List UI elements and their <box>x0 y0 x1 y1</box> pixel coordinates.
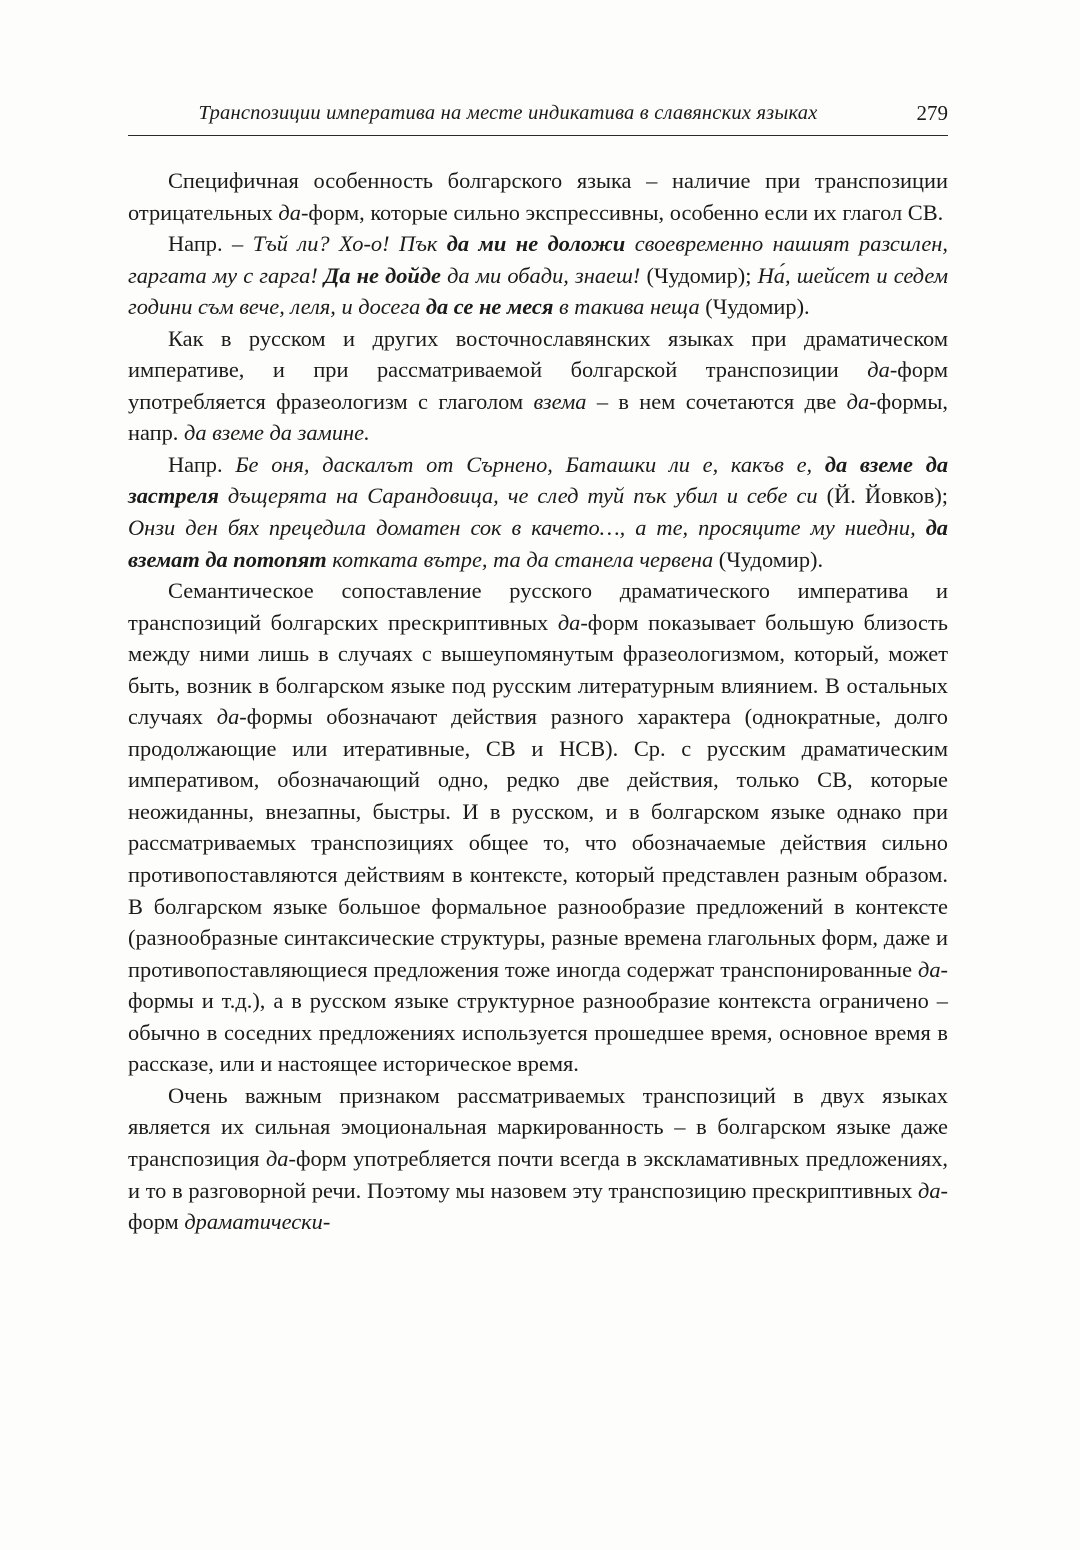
text-run: Да не дойде <box>323 262 441 288</box>
text-run: да <box>918 1177 941 1203</box>
text-run: -формы обозначают действия разного характера (однократные, долго продолжающие или итеративные, СВ и НСВ). Ср. с русским драматическим императивом, обозначающий одно, редко две действия, только СВ, которые неожиданны, внезапны, быстры. И в русском, и в болгарском языке однако при рассматриваемых транспозициях общее то, что обозначаемые действия сильно противопоставляются действиям в контексте, который представлен разным образом. В болгарском языке большое формальное разнообразие предложений в контексте (разнообразные синтаксические структуры, разные времена глагольных форм, даже и противопоставляющиеся предложения тоже иногда содержат транспонированные <box>128 704 948 982</box>
text-run: -форм употребляется фразеологизм с глаголом <box>128 357 948 414</box>
text-run: своевременно нашият разсилен, гаргата му с гарга! <box>128 231 948 288</box>
text-run: да <box>216 704 240 730</box>
text-run: да <box>557 609 581 635</box>
text-run: -формы и т.д.), а в русском языке структурное разнообразие контекста ограничено – обычно в соседних предложениях используется прошедшее время, основное время в рассказе, или и настоящее историческое время. <box>128 956 948 1077</box>
paragraph <box>128 449 948 575</box>
text-run: -форм показывает большую близость между ними лишь в случаях с вышеупомянутым фразеологизмом, который, может быть, возник в болгарском языке под русским литературным влиянием. В остальных случаях <box>128 609 948 730</box>
page-number: 279 <box>916 101 948 125</box>
text-run: да ми обади, знаеш! <box>440 262 641 288</box>
text-run: – в нем сочетаются две <box>586 388 847 414</box>
text-run: да <box>278 199 301 225</box>
text-run: Очень важным признаком рассматриваемых транспозиций в двух языках является их сильная эмоциональная маркированность – в болгарском языке даже транспозиция <box>128 1082 948 1171</box>
text-block <box>128 165 948 1238</box>
header-rule <box>128 135 948 136</box>
text-run: Напр. – <box>168 231 253 257</box>
text-run: да се не меся <box>425 294 554 320</box>
text-run: да ми не доложи <box>446 231 626 257</box>
text-run: да вземат да потопят <box>128 515 948 572</box>
text-run: (Чудомир). <box>713 546 824 572</box>
text-run: (Чудомир). <box>699 294 810 320</box>
text-run: -форм, которые сильно экспрессивны, особенно если их глагол СВ. <box>300 199 944 225</box>
text-run: Тъй ли? Хо-о! Пък <box>252 231 447 257</box>
paragraph <box>128 323 948 449</box>
text-run: Семантическое сопоставление русского драматического императива и транспозиций болгарских прескриптивных <box>128 578 948 635</box>
text-run: да <box>867 357 890 383</box>
text-run: котката вътре, та да станела червена <box>326 546 714 572</box>
running-title: Транспозиции императива на месте индикатива в славянских языках <box>198 102 818 124</box>
paragraph <box>128 165 948 228</box>
text-run: взема <box>533 388 587 414</box>
text-run: Как в русском и других восточнославянских языках при драматическом императиве, и при рассматриваемой болгарской транспозиции <box>128 325 948 383</box>
text-run: в такива неща <box>553 294 700 320</box>
text-run: да <box>918 956 941 982</box>
text-run: -форм <box>128 1177 948 1235</box>
text-run: На́, шейсет и седем години съм вече, леля, и досега <box>128 262 949 320</box>
text-run: да <box>265 1145 289 1171</box>
text-run: Напр. <box>168 451 236 477</box>
text-run: -формы, напр. <box>128 388 948 446</box>
text-run: да вземе да застреля <box>128 451 949 509</box>
paragraph <box>128 575 948 1080</box>
text-run: Онзи ден бях прецедила доматен сок в качето…, а те, просяците му ниедни, <box>128 515 926 541</box>
text-run: драматически- <box>184 1209 331 1235</box>
text-run: Специфичная особенность болгарского языка – наличие при транспозиции отрицательных <box>128 168 948 225</box>
text-run: Бе оня, даскалът от Сърнено, Баташки ли е, какъв е, <box>235 451 825 477</box>
text-run: да <box>846 388 870 414</box>
text-run: (Чудомир); <box>640 262 758 288</box>
text-run: да вземе да замине. <box>184 420 370 446</box>
running-head <box>128 98 948 128</box>
text-run: -форм употребляется почти всегда в экскламативных предложениях, и то в разговорной речи. Поэтому мы назовем эту транспозицию прескриптивных <box>128 1145 948 1203</box>
paragraph <box>128 228 948 323</box>
text-run: (Й. Йовков); <box>817 483 948 509</box>
paragraph <box>128 1080 948 1238</box>
text-run: дъщерята на Сарандовица, че след туй пък убил и себе си <box>218 483 818 509</box>
